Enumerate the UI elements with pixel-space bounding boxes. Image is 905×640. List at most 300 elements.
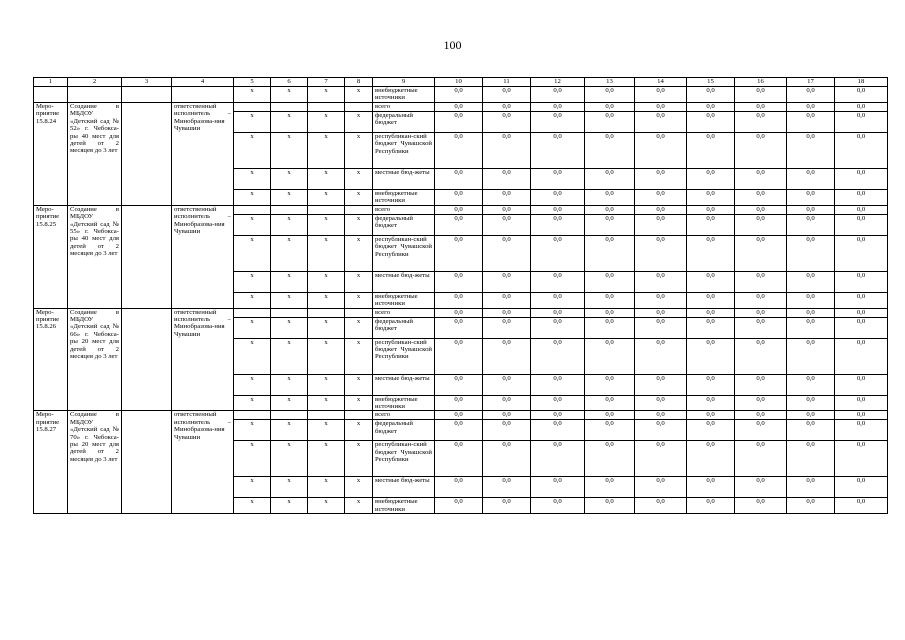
value-cell: 0,0 (483, 112, 531, 133)
value-cell: 0,0 (787, 411, 835, 420)
code-cell: х (271, 133, 308, 169)
funding-source: внебюджетные источники (373, 190, 435, 206)
value-cell: 0,0 (687, 477, 735, 498)
value-cell: 0,0 (435, 477, 483, 498)
value-cell: 0,0 (635, 271, 687, 292)
value-cell: 0,0 (435, 214, 483, 235)
code-cell: х (308, 420, 345, 441)
funding-source: всего (373, 103, 435, 112)
value-cell: 0,0 (835, 498, 888, 514)
value-cell: 0,0 (787, 498, 835, 514)
value-cell: 0,0 (735, 133, 787, 169)
code-cell: х (234, 190, 271, 206)
value-cell: 0,0 (635, 411, 687, 420)
column-number: 17 (787, 78, 835, 87)
value-cell: 0,0 (585, 411, 635, 420)
code-cell: х (308, 477, 345, 498)
value-cell: 0,0 (735, 411, 787, 420)
empty-cell (172, 87, 234, 103)
value-cell: 0,0 (835, 292, 888, 308)
value-cell: 0,0 (483, 205, 531, 214)
value-cell: 0,0 (735, 420, 787, 441)
value-cell: 0,0 (635, 112, 687, 133)
code-cell: х (345, 477, 373, 498)
code-cell: х (308, 214, 345, 235)
funding-source: внебюджетные источники (373, 87, 435, 103)
measure-name: Меро-приятие 15.8.24 (34, 103, 68, 206)
column-number: 3 (122, 78, 172, 87)
value-cell: 0,0 (435, 112, 483, 133)
column-number: 10 (435, 78, 483, 87)
code-cell (234, 411, 271, 420)
value-cell: 0,0 (483, 235, 531, 271)
value-cell: 0,0 (585, 235, 635, 271)
value-cell: 0,0 (787, 214, 835, 235)
code-cell (271, 103, 308, 112)
value-cell: 0,0 (787, 317, 835, 338)
empty-cell (122, 411, 172, 514)
code-cell: х (345, 395, 373, 411)
code-cell: х (234, 271, 271, 292)
code-cell: х (308, 498, 345, 514)
value-cell: 0,0 (787, 190, 835, 206)
value-cell: 0,0 (687, 271, 735, 292)
value-cell: 0,0 (687, 395, 735, 411)
value-cell: 0,0 (483, 338, 531, 374)
code-cell (308, 205, 345, 214)
measure-executor: ответственный исполнитель – Минобразова-ния Чувашии (172, 308, 234, 411)
value-cell: 0,0 (787, 169, 835, 190)
value-cell: 0,0 (483, 169, 531, 190)
value-cell: 0,0 (735, 308, 787, 317)
value-cell: 0,0 (635, 103, 687, 112)
value-cell: 0,0 (483, 214, 531, 235)
empty-cell (122, 103, 172, 206)
table-row (34, 205, 888, 214)
code-cell: х (234, 395, 271, 411)
column-number: 13 (585, 78, 635, 87)
value-cell: 0,0 (585, 317, 635, 338)
code-cell: х (271, 169, 308, 190)
value-cell: 0,0 (585, 214, 635, 235)
funding-source: федеральный бюджет (373, 420, 435, 441)
value-cell: 0,0 (585, 374, 635, 395)
value-cell: 0,0 (835, 338, 888, 374)
funding-source: федеральный бюджет (373, 112, 435, 133)
value-cell: 0,0 (483, 420, 531, 441)
page-number: 100 (443, 38, 462, 52)
code-cell: х (308, 169, 345, 190)
code-cell: х (308, 235, 345, 271)
value-cell: 0,0 (735, 103, 787, 112)
value-cell: 0,0 (585, 112, 635, 133)
value-cell: 0,0 (835, 235, 888, 271)
code-cell: х (271, 271, 308, 292)
value-cell: 0,0 (735, 190, 787, 206)
value-cell: 0,0 (531, 103, 585, 112)
value-cell: 0,0 (435, 235, 483, 271)
value-cell: 0,0 (531, 395, 585, 411)
value-cell: 0,0 (435, 87, 483, 103)
value-cell: 0,0 (483, 103, 531, 112)
column-number: 7 (308, 78, 345, 87)
value-cell: 0,0 (483, 190, 531, 206)
code-cell: х (308, 292, 345, 308)
value-cell: 0,0 (635, 374, 687, 395)
code-cell: х (308, 271, 345, 292)
code-cell: х (345, 498, 373, 514)
value-cell: 0,0 (435, 205, 483, 214)
value-cell: 0,0 (483, 395, 531, 411)
code-cell: х (271, 420, 308, 441)
value-cell: 0,0 (735, 235, 787, 271)
value-cell: 0,0 (787, 87, 835, 103)
value-cell: 0,0 (787, 235, 835, 271)
column-number: 8 (345, 78, 373, 87)
value-cell: 0,0 (585, 103, 635, 112)
code-cell: х (345, 169, 373, 190)
value-cell: 0,0 (735, 498, 787, 514)
code-cell: х (271, 477, 308, 498)
code-cell: х (234, 441, 271, 477)
code-cell: х (271, 112, 308, 133)
value-cell: 0,0 (787, 374, 835, 395)
code-cell: х (308, 338, 345, 374)
value-cell: 0,0 (635, 441, 687, 477)
value-cell: 0,0 (635, 498, 687, 514)
value-cell: 0,0 (787, 338, 835, 374)
code-cell: х (271, 395, 308, 411)
funding-source: республикан-ский бюджет Чувашской Республики (373, 133, 435, 169)
code-cell: х (271, 498, 308, 514)
code-cell (308, 308, 345, 317)
table-body (34, 78, 888, 514)
value-cell: 0,0 (735, 112, 787, 133)
value-cell: 0,0 (435, 292, 483, 308)
code-cell (308, 411, 345, 420)
value-cell: 0,0 (735, 271, 787, 292)
value-cell: 0,0 (531, 477, 585, 498)
value-cell: 0,0 (531, 87, 585, 103)
funding-source: всего (373, 205, 435, 214)
table-row (34, 87, 888, 103)
value-cell: 0,0 (531, 133, 585, 169)
value-cell: 0,0 (687, 338, 735, 374)
value-cell: 0,0 (787, 112, 835, 133)
value-cell: 0,0 (585, 205, 635, 214)
value-cell: 0,0 (835, 205, 888, 214)
empty-cell (122, 205, 172, 308)
value-cell: 0,0 (835, 395, 888, 411)
code-cell: х (308, 395, 345, 411)
column-number-row (34, 78, 888, 87)
value-cell: 0,0 (687, 112, 735, 133)
column-number: 16 (735, 78, 787, 87)
code-cell: х (308, 441, 345, 477)
column-number: 2 (68, 78, 122, 87)
value-cell: 0,0 (735, 477, 787, 498)
code-cell: х (234, 498, 271, 514)
value-cell: 0,0 (585, 420, 635, 441)
value-cell: 0,0 (635, 169, 687, 190)
value-cell: 0,0 (483, 374, 531, 395)
value-cell: 0,0 (635, 317, 687, 338)
value-cell: 0,0 (687, 411, 735, 420)
measure-title: Создание в МБДОУ «Детский сад № 66» г. Чебокса-ры 20 мест для детей от 2 месяцев до 3 лет (68, 308, 122, 411)
measure-executor: ответственный исполнитель – Минобразова-ния Чувашии (172, 103, 234, 206)
value-cell: 0,0 (435, 169, 483, 190)
code-cell: х (345, 292, 373, 308)
code-cell (271, 205, 308, 214)
funding-source: республикан-ский бюджет Чувашской Республики (373, 338, 435, 374)
code-cell: х (234, 112, 271, 133)
value-cell: 0,0 (585, 308, 635, 317)
code-cell: х (345, 235, 373, 271)
code-cell: х (308, 133, 345, 169)
value-cell: 0,0 (635, 87, 687, 103)
empty-cell (122, 308, 172, 411)
value-cell: 0,0 (635, 420, 687, 441)
value-cell: 0,0 (835, 214, 888, 235)
value-cell: 0,0 (435, 374, 483, 395)
value-cell: 0,0 (687, 441, 735, 477)
value-cell: 0,0 (435, 441, 483, 477)
code-cell: х (234, 169, 271, 190)
code-cell: х (345, 112, 373, 133)
value-cell: 0,0 (687, 103, 735, 112)
value-cell: 0,0 (835, 441, 888, 477)
code-cell (345, 308, 373, 317)
funding-source: федеральный бюджет (373, 317, 435, 338)
funding-source: местные бюд-жеты (373, 169, 435, 190)
value-cell: 0,0 (735, 205, 787, 214)
measure-executor: ответственный исполнитель – Минобразова-ния Чувашии (172, 205, 234, 308)
value-cell: 0,0 (735, 169, 787, 190)
code-cell: х (234, 420, 271, 441)
code-cell: х (308, 374, 345, 395)
measure-name: Меро-приятие 15.8.26 (34, 308, 68, 411)
code-cell: х (234, 374, 271, 395)
value-cell: 0,0 (531, 498, 585, 514)
code-cell (234, 308, 271, 317)
value-cell: 0,0 (531, 441, 585, 477)
code-cell (308, 103, 345, 112)
code-cell: х (271, 441, 308, 477)
code-cell: х (271, 190, 308, 206)
code-cell: х (345, 190, 373, 206)
funding-source: внебюджетные источники (373, 498, 435, 514)
value-cell: 0,0 (585, 133, 635, 169)
value-cell: 0,0 (787, 133, 835, 169)
value-cell: 0,0 (531, 112, 585, 133)
value-cell: 0,0 (687, 374, 735, 395)
value-cell: 0,0 (483, 498, 531, 514)
measure-title: Создание в МБДОУ «Детский сад № 52» г. Чебокса-ры 40 мест для детей от 2 месяцев до 3 лет (68, 103, 122, 206)
value-cell: 0,0 (787, 205, 835, 214)
funding-source: местные бюд-жеты (373, 374, 435, 395)
value-cell: 0,0 (835, 169, 888, 190)
value-cell: 0,0 (687, 235, 735, 271)
value-cell: 0,0 (687, 308, 735, 317)
value-cell: 0,0 (635, 214, 687, 235)
column-number: 5 (234, 78, 271, 87)
code-cell (234, 205, 271, 214)
value-cell: 0,0 (835, 87, 888, 103)
value-cell: 0,0 (435, 395, 483, 411)
value-cell: 0,0 (435, 498, 483, 514)
value-cell: 0,0 (687, 205, 735, 214)
value-cell: 0,0 (585, 441, 635, 477)
value-cell: 0,0 (687, 292, 735, 308)
measure-name: Меро-приятие 15.8.25 (34, 205, 68, 308)
value-cell: 0,0 (735, 87, 787, 103)
code-cell: х (308, 87, 345, 103)
column-number: 15 (687, 78, 735, 87)
value-cell: 0,0 (735, 441, 787, 477)
code-cell (271, 308, 308, 317)
funding-source: местные бюд-жеты (373, 477, 435, 498)
value-cell: 0,0 (787, 420, 835, 441)
code-cell (345, 411, 373, 420)
value-cell: 0,0 (531, 169, 585, 190)
code-cell: х (345, 317, 373, 338)
value-cell: 0,0 (835, 112, 888, 133)
value-cell: 0,0 (435, 133, 483, 169)
value-cell: 0,0 (635, 190, 687, 206)
value-cell: 0,0 (635, 477, 687, 498)
value-cell: 0,0 (835, 317, 888, 338)
code-cell: х (234, 214, 271, 235)
code-cell: х (271, 338, 308, 374)
code-cell: х (234, 477, 271, 498)
value-cell: 0,0 (585, 395, 635, 411)
column-number: 1 (34, 78, 68, 87)
value-cell: 0,0 (835, 133, 888, 169)
code-cell: х (308, 112, 345, 133)
funding-source: всего (373, 308, 435, 317)
value-cell: 0,0 (687, 420, 735, 441)
value-cell: 0,0 (585, 271, 635, 292)
value-cell: 0,0 (585, 190, 635, 206)
value-cell: 0,0 (735, 374, 787, 395)
table-row (34, 103, 888, 112)
empty-cell (34, 87, 68, 103)
value-cell: 0,0 (531, 214, 585, 235)
value-cell: 0,0 (835, 190, 888, 206)
column-number: 11 (483, 78, 531, 87)
value-cell: 0,0 (735, 292, 787, 308)
code-cell: х (271, 292, 308, 308)
funding-source: внебюджетные источники (373, 395, 435, 411)
measure-executor: ответственный исполнитель – Минобразова-ния Чувашии (172, 411, 234, 514)
code-cell (345, 103, 373, 112)
code-cell: х (345, 420, 373, 441)
value-cell: 0,0 (531, 308, 585, 317)
column-number: 14 (635, 78, 687, 87)
value-cell: 0,0 (585, 338, 635, 374)
value-cell: 0,0 (787, 103, 835, 112)
code-cell: х (234, 292, 271, 308)
code-cell: х (345, 214, 373, 235)
value-cell: 0,0 (531, 338, 585, 374)
value-cell: 0,0 (483, 87, 531, 103)
value-cell: 0,0 (835, 477, 888, 498)
value-cell: 0,0 (483, 317, 531, 338)
value-cell: 0,0 (735, 214, 787, 235)
value-cell: 0,0 (435, 411, 483, 420)
empty-cell (122, 87, 172, 103)
code-cell: х (234, 317, 271, 338)
value-cell: 0,0 (735, 338, 787, 374)
measure-title: Создание в МБДОУ «Детский сад № 70» г. Чебокса-ры 20 мест для детей от 2 месяцев до 3 лет (68, 411, 122, 514)
value-cell: 0,0 (531, 271, 585, 292)
code-cell: х (234, 235, 271, 271)
value-cell: 0,0 (531, 317, 585, 338)
code-cell: х (345, 441, 373, 477)
value-cell: 0,0 (687, 169, 735, 190)
value-cell: 0,0 (835, 271, 888, 292)
value-cell: 0,0 (531, 205, 585, 214)
measure-title: Создание в МБДОУ «Детский сад № 55» г. Чебокса-ры 40 мест для детей от 2 месяцев до 3 лет (68, 205, 122, 308)
funding-source: республикан-ский бюджет Чувашской Республики (373, 441, 435, 477)
value-cell: 0,0 (687, 133, 735, 169)
value-cell: 0,0 (531, 411, 585, 420)
column-number: 12 (531, 78, 585, 87)
column-number: 18 (835, 78, 888, 87)
funding-source: внебюджетные источники (373, 292, 435, 308)
value-cell: 0,0 (687, 498, 735, 514)
value-cell: 0,0 (835, 308, 888, 317)
value-cell: 0,0 (435, 317, 483, 338)
value-cell: 0,0 (787, 308, 835, 317)
value-cell: 0,0 (531, 235, 585, 271)
value-cell: 0,0 (585, 169, 635, 190)
value-cell: 0,0 (483, 292, 531, 308)
value-cell: 0,0 (635, 235, 687, 271)
value-cell: 0,0 (787, 271, 835, 292)
value-cell: 0,0 (531, 292, 585, 308)
code-cell: х (308, 190, 345, 206)
value-cell: 0,0 (635, 395, 687, 411)
value-cell: 0,0 (687, 87, 735, 103)
value-cell: 0,0 (635, 133, 687, 169)
value-cell: 0,0 (687, 317, 735, 338)
code-cell: х (345, 271, 373, 292)
value-cell: 0,0 (787, 292, 835, 308)
code-cell: х (234, 338, 271, 374)
value-cell: 0,0 (635, 338, 687, 374)
value-cell: 0,0 (483, 308, 531, 317)
code-cell: х (271, 235, 308, 271)
value-cell: 0,0 (835, 420, 888, 441)
code-cell: х (271, 317, 308, 338)
value-cell: 0,0 (635, 308, 687, 317)
funding-source: республикан-ский бюджет Чувашской Республики (373, 235, 435, 271)
value-cell: 0,0 (735, 317, 787, 338)
value-cell: 0,0 (483, 271, 531, 292)
code-cell (271, 411, 308, 420)
table-row (34, 411, 888, 420)
column-number: 6 (271, 78, 308, 87)
value-cell: 0,0 (435, 103, 483, 112)
table-row (34, 308, 888, 317)
funding-source: местные бюд-жеты (373, 271, 435, 292)
value-cell: 0,0 (787, 395, 835, 411)
value-cell: 0,0 (585, 477, 635, 498)
value-cell: 0,0 (735, 395, 787, 411)
value-cell: 0,0 (787, 477, 835, 498)
code-cell: х (345, 374, 373, 395)
